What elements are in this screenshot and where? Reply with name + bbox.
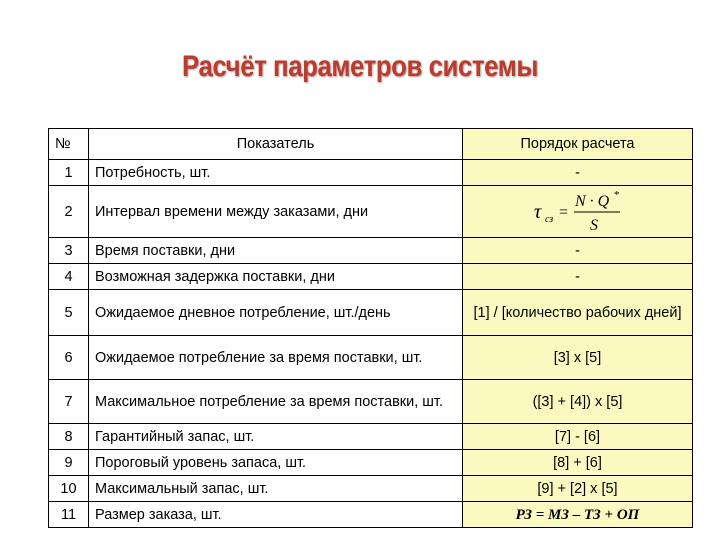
row-indicator: Время поставки, дни — [89, 238, 463, 264]
row-order: - — [463, 264, 693, 290]
row-order: - — [463, 160, 693, 186]
row-number: 10 — [49, 476, 89, 502]
row-indicator: Гарантийный запас, шт. — [89, 424, 463, 450]
row-indicator: Интервал времени между заказами, дни — [89, 186, 463, 238]
row-indicator: Размер заказа, шт. — [89, 502, 463, 528]
row-indicator: Максимальное потребление за время поставки, шт. — [89, 380, 463, 424]
row-number: 8 — [49, 424, 89, 450]
table-row — [49, 476, 693, 502]
row-order: - — [463, 238, 693, 264]
formula-lhs: τ — [533, 200, 541, 223]
row-order-formula — [463, 186, 693, 238]
row-number: 6 — [49, 336, 89, 380]
header-number: № — [49, 129, 89, 160]
formula-denominator: S — [589, 216, 598, 234]
formula-numerator: N · Q — [574, 192, 609, 210]
table-row — [49, 336, 693, 380]
row-number: 5 — [49, 290, 89, 336]
table-row — [49, 502, 693, 528]
row-indicator: Потребность, шт. — [89, 160, 463, 186]
row-order: [1] / [количество рабочих дней] — [463, 290, 693, 336]
table-row — [49, 160, 693, 186]
row-number: 7 — [49, 380, 89, 424]
interval-formula — [530, 189, 626, 235]
table-row — [49, 264, 693, 290]
row-number: 9 — [49, 450, 89, 476]
table-row — [49, 450, 693, 476]
row-number: 2 — [49, 186, 89, 238]
row-number: 4 — [49, 264, 89, 290]
table-row — [49, 424, 693, 450]
header-indicator: Показатель — [89, 129, 463, 160]
parameters-table — [48, 128, 693, 528]
row-indicator: Ожидаемое дневное потребление, шт./день — [89, 290, 463, 336]
header-calculation-order: Порядок расчета — [463, 129, 693, 160]
formula-lhs-subscript: сз — [544, 213, 553, 225]
formula-numerator-superscript: * — [613, 188, 619, 201]
row-order: [7] - [6] — [463, 424, 693, 450]
row-order: ([3] + [4]) х [5] — [463, 380, 693, 424]
row-number: 1 — [49, 160, 89, 186]
table-row — [49, 380, 693, 424]
row-order: РЗ = МЗ – ТЗ + ОП — [463, 502, 693, 528]
row-indicator: Максимальный запас, шт. — [89, 476, 463, 502]
table-row — [49, 238, 693, 264]
row-number: 3 — [49, 238, 89, 264]
table-row — [49, 186, 693, 238]
row-order: [8] + [6] — [463, 450, 693, 476]
row-indicator: Возможная задержка поставки, дни — [89, 264, 463, 290]
page-title: Расчёт параметров системы — [182, 50, 538, 83]
row-order: [3] х [5] — [463, 336, 693, 380]
row-indicator: Ожидаемое потребление за время поставки, шт. — [89, 336, 463, 380]
table-header-row — [49, 129, 693, 160]
table-row — [49, 290, 693, 336]
formula-equals: = — [558, 203, 568, 221]
row-indicator: Пороговый уровень запаса, шт. — [89, 450, 463, 476]
row-number: 11 — [49, 502, 89, 528]
row-order: [9] + [2] х [5] — [463, 476, 693, 502]
